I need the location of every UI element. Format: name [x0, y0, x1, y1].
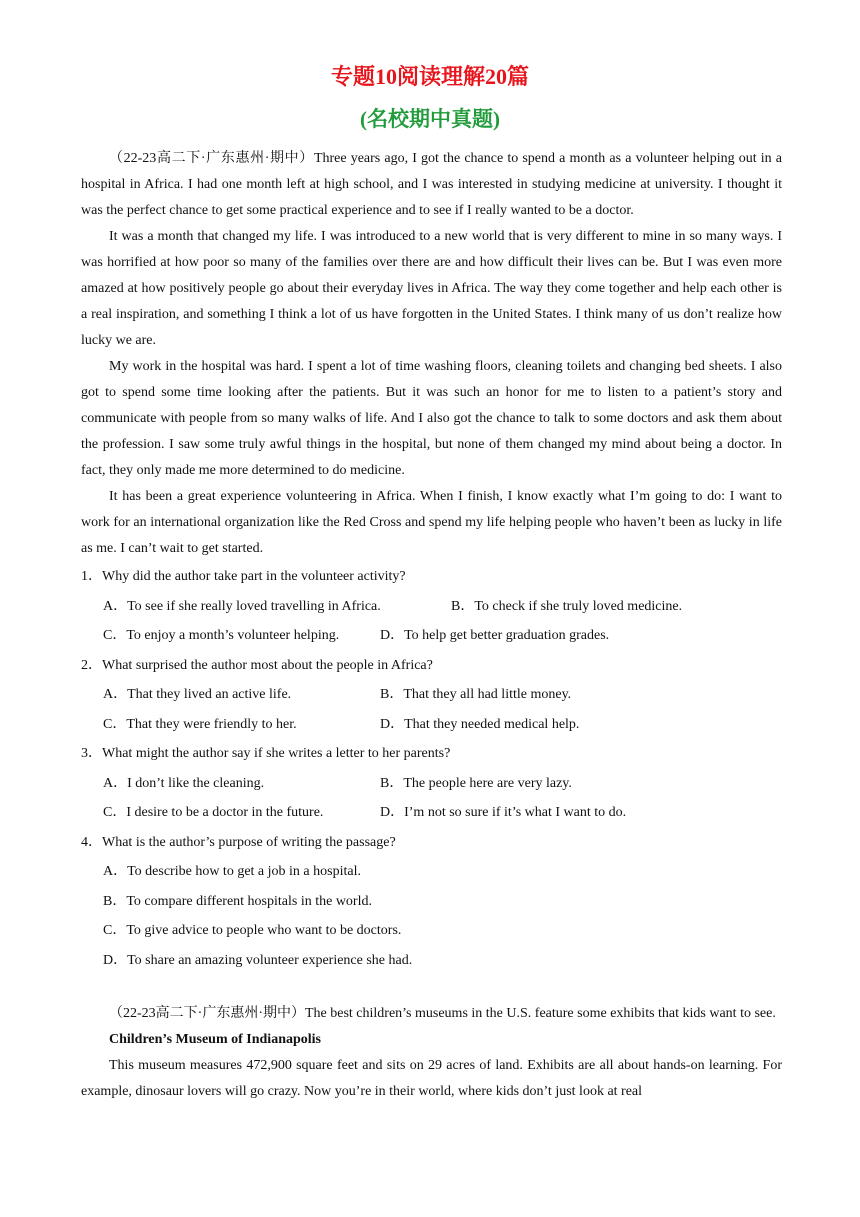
section-heading: Children’s Museum of Indianapolis [109, 1032, 321, 1047]
option-c[interactable]: C．To give advice to people who want to be doctors. [103, 923, 402, 938]
document-body [81, 146, 782, 1105]
question-2 [81, 651, 782, 740]
paragraph: This museum measures 472,900 square feet and sits on 29 acres of land. Exhibits are all about hands-on learning. For example, dinosaur lovers will go crazy. Now you’re in their world, where kids don’t just look at real [81, 1058, 782, 1099]
question-stem: 3．What might the author say if she writes a letter to her parents? [81, 746, 451, 761]
option-b[interactable]: B．To compare different hospitals in the world. [103, 893, 372, 909]
passage-2 [81, 1001, 782, 1105]
option-d[interactable]: D．To share an amazing volunteer experience she had. [103, 952, 413, 968]
option-b[interactable]: B．The people here are very lazy. [380, 775, 572, 791]
paragraph: （22-23高二下·广东惠州·期中）The best children’s museums in the U.S. feature some exhibits that kids want to see. [109, 1006, 776, 1021]
options [81, 680, 782, 739]
question-4 [81, 828, 782, 976]
paragraph: My work in the hospital was hard. I spent a lot of time washing floors, cleaning toilets and changing bed sheets. I also got to spend some time looking after the patients. But it was such an honor for me to listen to a patient’s story and communicate with people from so many walks of life. And I also got the chance to talk to some doctors and ask them about the profession. I saw some truly awful things in the hospital, but none of them changed my mind about being a doctor. In fact, they only made me more determined to do medicine. [81, 359, 782, 478]
question-stem: 4．What is the author’s purpose of writing the passage? [81, 834, 396, 850]
passage-1 [81, 146, 782, 975]
option-a[interactable]: A．I don’t like the cleaning. [103, 775, 265, 791]
question-3 [81, 739, 782, 828]
question-stem: 2．What surprised the author most about the people in Africa? [81, 657, 433, 673]
doc-subtitle: (名校期中真题) [360, 107, 500, 131]
option-c[interactable]: C．I desire to be a doctor in the future. [103, 805, 324, 820]
paragraph: （22-23高二下·广东惠州·期中）Three years ago, I got the chance to spend a month as a volunteer helping out in a hospital in Africa. I had one month left at high school, and I was interested in studying medicine at university. I thought it was the perfect chance to get some practical experience and to see if I really wanted to be a doctor. [81, 151, 782, 218]
paragraph: It was a month that changed my life. I was introduced to a new world that is very different to mine in so many ways. I was horrified at how poor so many of the families over there are and how difficult their lives can be. But I was even more amazed at how positively people go about their everyday lives in Africa. The way they come together and help each other is a real inspiration, and something I think a lot of us have forgotten in the United States. I think many of us don’t realize how lucky we are. [81, 229, 782, 348]
option-a[interactable]: A．That they lived an active life. [103, 687, 292, 702]
option-d[interactable]: D．That they needed medical help. [380, 716, 580, 732]
options [81, 621, 782, 651]
question-stem: 1．Why did the author take part in the volunteer activity? [81, 569, 406, 584]
option-b[interactable]: B．That they all had little money. [380, 687, 572, 702]
options [81, 857, 782, 975]
question-1 [81, 562, 782, 651]
option-c[interactable]: C．That they were friendly to her. [103, 716, 297, 732]
option-b[interactable]: B．To check if she truly loved medicine. [451, 598, 683, 614]
option-c[interactable]: C．To enjoy a month’s volunteer helping. [103, 628, 340, 643]
option-d[interactable]: D．To help get better graduation grades. [380, 628, 610, 643]
option-a[interactable]: A．To see if she really loved travelling in Africa. [103, 598, 381, 614]
option-a[interactable]: A．To describe how to get a job in a hospital. [103, 864, 361, 879]
section-gap [81, 975, 782, 1001]
options [81, 769, 782, 828]
option-d[interactable]: D．I’m not so sure if it’s what I want to do. [380, 805, 627, 820]
doc-title: 专题10阅读理解20篇 [330, 64, 529, 89]
options [81, 592, 782, 622]
paragraph: It has been a great experience volunteering in Africa. When I finish, I know exactly what I’m going to do: I want to work for an international organization like the Red Cross and spend my life helping people who haven’t been as lucky in life as me. I can’t wait to get started. [81, 489, 782, 556]
